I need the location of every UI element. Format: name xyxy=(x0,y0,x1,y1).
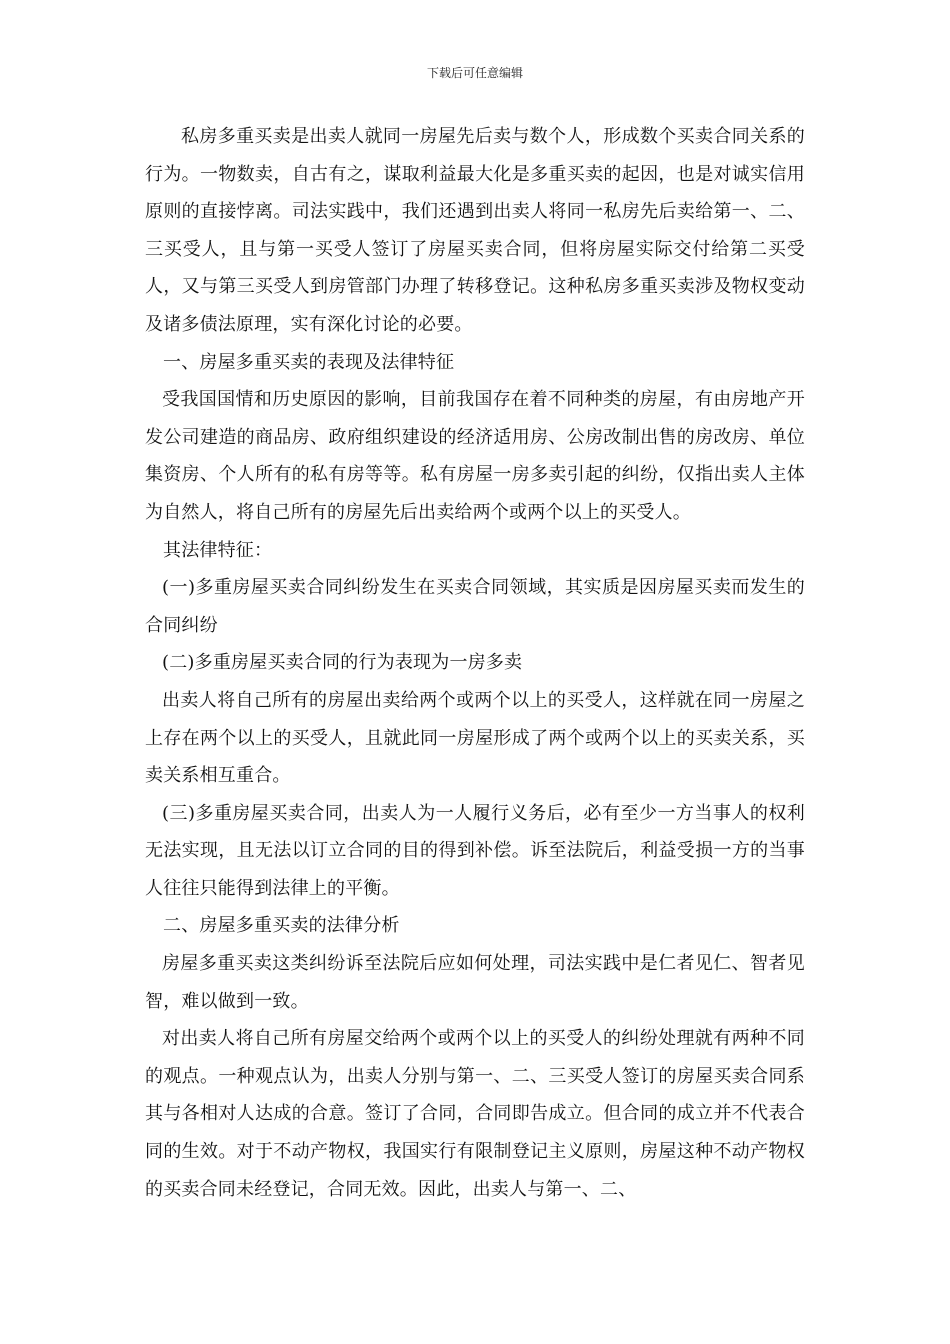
paragraph-feature-2-detail: 出卖人将自己所有的房屋出卖给两个或两个以上的买受人，这样就在同一房屋之上存在两个以上的买受人，且就此同一房屋形成了两个或两个以上的买卖关系，买卖关系相互重合。 xyxy=(145,689,805,787)
paragraph-intro: 私房多重买卖是出卖人就同一房屋先后卖与数个人，形成数个买卖合同关系的行为。一物数卖，自古有之，谋取利益最大化是多重买卖的起因，也是对诚实信用原则的直接悖离。司法实践中，我们还遇到出卖人将同一私房先后卖给第一、二、三买受人，且与第一买受人签订了房屋买卖合同，但将房屋实际交付给第二买受人，又与第三买受人到房管部门办理了转移登记。这种私房多重买卖涉及物权变动及诸多债法原理，实有深化讨论的必要。 xyxy=(145,126,805,335)
section-heading-2: 二、房屋多重买卖的法律分析 xyxy=(163,915,400,937)
document-body xyxy=(145,118,805,1208)
paragraph-feature-3: (三)多重房屋买卖合同，出卖人为一人履行义务后，必有至少一方当事人的权利无法实现，且无法以订立合同的目的得到补偿。诉至法院后，利益受损一方的当事人往往只能得到法律上的平衡。 xyxy=(145,802,805,899)
page-header-note: 下载后可任意编辑 xyxy=(426,66,523,80)
paragraph-feature-1: (一)多重房屋买卖合同纠纷发生在买卖合同领域，其实质是因房屋买卖而发生的合同纠纷 xyxy=(145,577,805,636)
section-heading-1: 一、房屋多重买卖的表现及法律特征 xyxy=(163,351,455,373)
paragraph-feature-2: (二)多重房屋买卖合同的行为表现为一房多卖 xyxy=(162,652,523,674)
paragraph-housing-types: 受我国国情和历史原因的影响，目前我国存在着不同种类的房屋，有由房地产开发公司建造的商品房、政府组织建设的经济适用房、公房改制出售的房改房、单位集资房、个人所有的私有房等等。私有房屋一房多卖引起的纠纷，仅指出卖人主体为自然人，将自己所有的房屋先后出卖给两个或两个以上的买受人。 xyxy=(145,389,805,523)
paragraph-legal-features-label: 其法律特征： xyxy=(163,539,273,561)
paragraph-court-handling: 房屋多重买卖这类纠纷诉至法院后应如何处理，司法实践中是仁者见仁、智者见智，难以做到一致。 xyxy=(145,953,805,1012)
paragraph-two-views: 对出卖人将自己所有房屋交给两个或两个以上的买受人的纠纷处理就有两种不同的观点。一种观点认为，出卖人分别与第一、二、三买受人签订的房屋买卖合同系其与各相对人达成的合意。签订了合同，合同即告成立。但合同的成立并不代表合同的生效。对于不动产物权，我国实行有限制登记主义原则，房屋这种不动产物权的买卖合同未经登记，合同无效。因此，出卖人与第一、二、 xyxy=(145,1028,805,1200)
